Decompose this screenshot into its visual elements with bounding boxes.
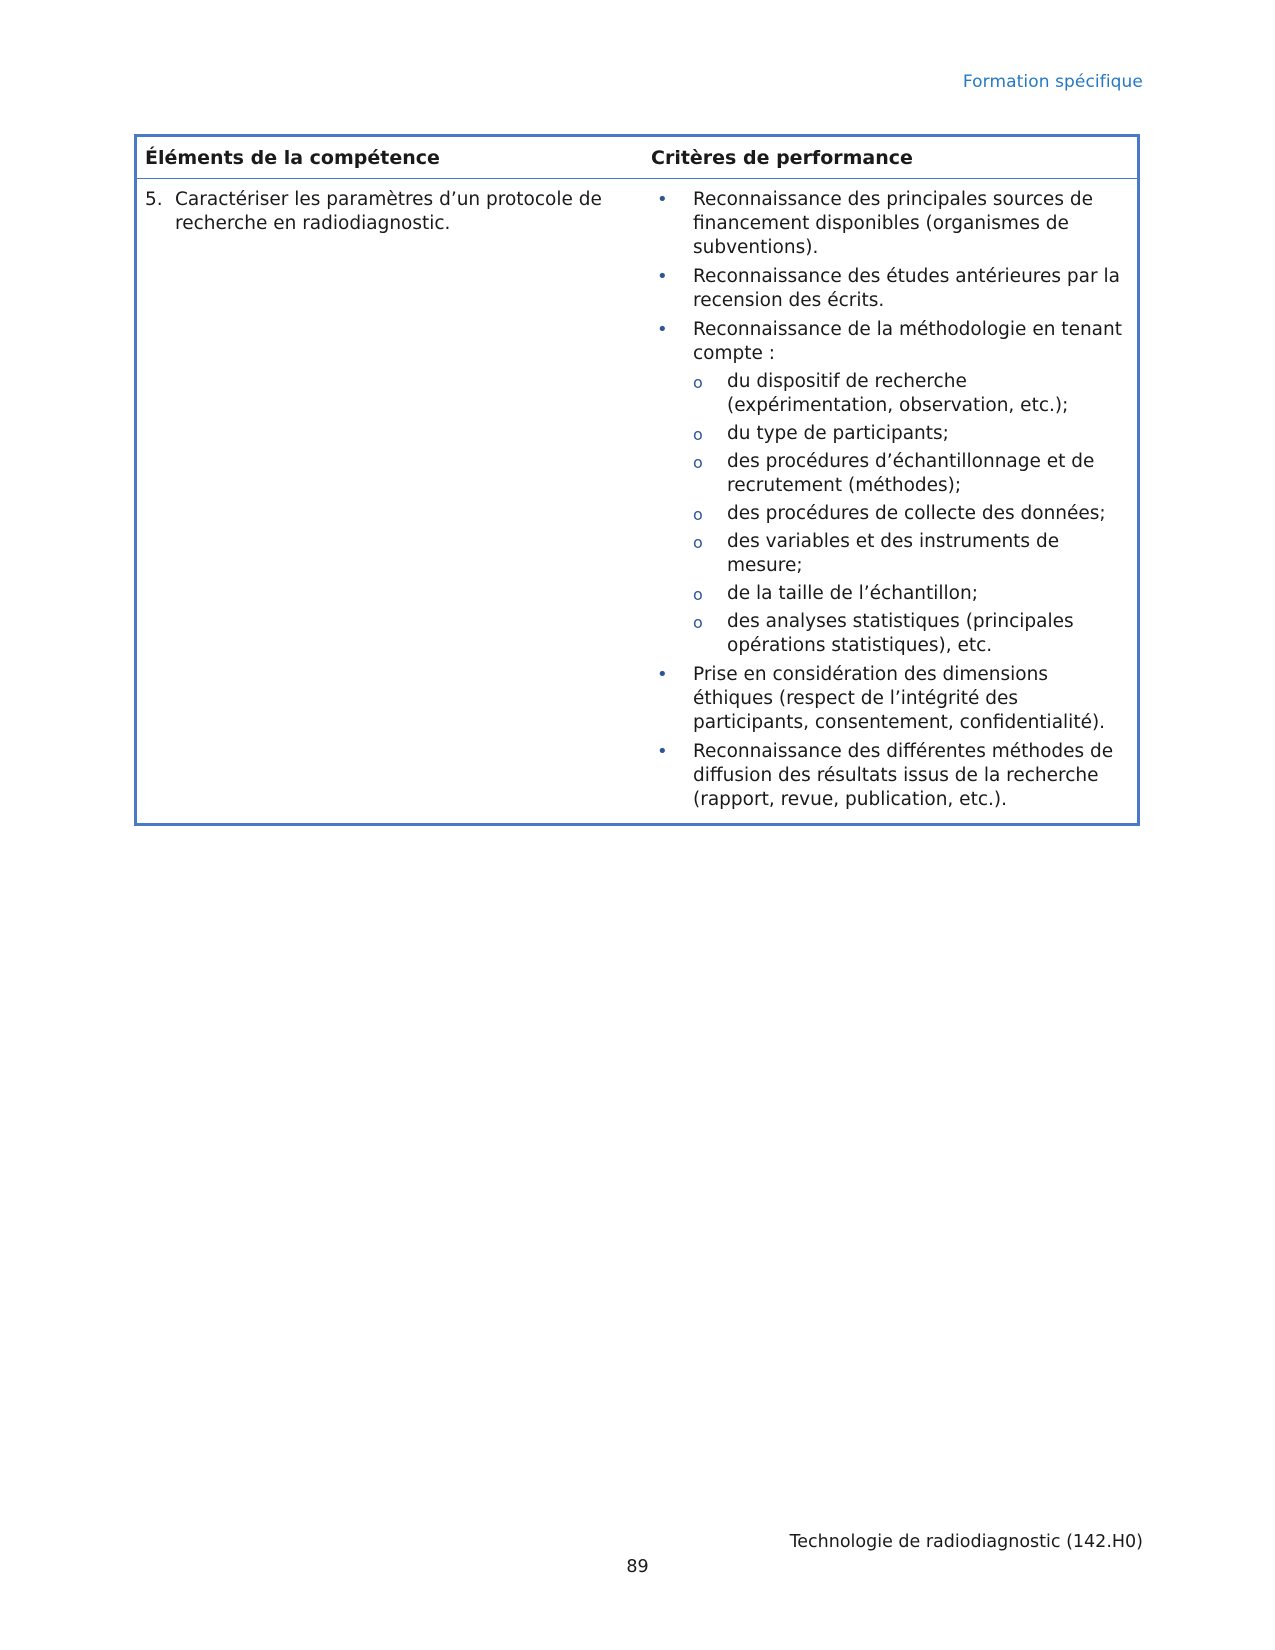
circle-bullet-icon: o bbox=[693, 505, 703, 524]
criteria-text: Reconnaissance des principales sources de financement disponibles (organismes de subventions). bbox=[693, 189, 1093, 258]
criteria-subitem-text: des variables et des instruments de mesure; bbox=[727, 531, 1060, 576]
competence-table-grid bbox=[137, 137, 1137, 823]
competence-table bbox=[134, 134, 1140, 826]
circle-bullet-icon: o bbox=[693, 585, 703, 604]
criteria-cell bbox=[643, 179, 1137, 824]
criteria-subitem-text: de la taille de l’échantillon; bbox=[727, 583, 978, 604]
criteria-subitem bbox=[693, 422, 1129, 446]
criteria-sublist bbox=[693, 370, 1129, 658]
criteria-subitem bbox=[693, 370, 1129, 418]
criteria-text: Reconnaissance de la méthodologie en tenant compte : bbox=[693, 319, 1122, 364]
table-header-row bbox=[137, 137, 1137, 179]
column-header-criteria: Critères de performance bbox=[643, 137, 1137, 179]
criteria-text: Reconnaissance des études antérieures par la recension des écrits. bbox=[693, 266, 1120, 311]
bullet-icon: • bbox=[657, 189, 668, 210]
column-header-elements: Éléments de la compétence bbox=[137, 137, 643, 179]
circle-bullet-icon: o bbox=[693, 373, 703, 392]
criteria-subitem bbox=[693, 530, 1129, 578]
circle-bullet-icon: o bbox=[693, 613, 703, 632]
criteria-item bbox=[651, 740, 1129, 812]
criteria-subitem bbox=[693, 610, 1129, 658]
criteria-subitem bbox=[693, 502, 1129, 526]
circle-bullet-icon: o bbox=[693, 453, 703, 472]
criteria-text: Reconnaissance des différentes méthodes de diffusion des résultats issus de la recherche (rapport, revue, publication, etc.). bbox=[693, 741, 1114, 810]
elements-cell bbox=[137, 179, 643, 824]
criteria-subitem-text: des procédures de collecte des données; bbox=[727, 503, 1106, 524]
criteria-subitem-text: du type de participants; bbox=[727, 423, 949, 444]
criteria-subitem bbox=[693, 582, 1129, 606]
criteria-item bbox=[651, 188, 1129, 260]
criteria-text: Prise en considération des dimensions éthiques (respect de l’intégrité des participants, consentement, confidentialité). bbox=[693, 664, 1106, 733]
program-title: Technologie de radiodiagnostic (142.H0) bbox=[789, 1532, 1143, 1552]
criteria-item bbox=[651, 318, 1129, 658]
element-number: 5. bbox=[145, 189, 163, 210]
criteria-list bbox=[651, 188, 1129, 812]
criteria-subitem-text: des analyses statistiques (principales opérations statistiques), etc. bbox=[727, 611, 1074, 656]
page-number: 89 bbox=[626, 1557, 649, 1577]
element-text: Caractériser les paramètres d’un protocole de recherche en radiodiagnostic. bbox=[175, 189, 602, 234]
criteria-item bbox=[651, 663, 1129, 735]
bullet-icon: • bbox=[657, 741, 668, 762]
table-row bbox=[137, 179, 1137, 824]
circle-bullet-icon: o bbox=[693, 533, 703, 552]
section-title: Formation spécifique bbox=[962, 72, 1143, 92]
element-item bbox=[145, 188, 635, 236]
bullet-icon: • bbox=[657, 664, 668, 685]
criteria-subitem bbox=[693, 450, 1129, 498]
circle-bullet-icon: o bbox=[693, 425, 703, 444]
bullet-icon: • bbox=[657, 266, 668, 287]
criteria-subitem-text: des procédures d’échantillonnage et de recrutement (méthodes); bbox=[727, 451, 1095, 496]
bullet-icon: • bbox=[657, 319, 668, 340]
criteria-subitem-text: du dispositif de recherche (expérimentation, observation, etc.); bbox=[727, 371, 1069, 416]
criteria-item bbox=[651, 265, 1129, 313]
